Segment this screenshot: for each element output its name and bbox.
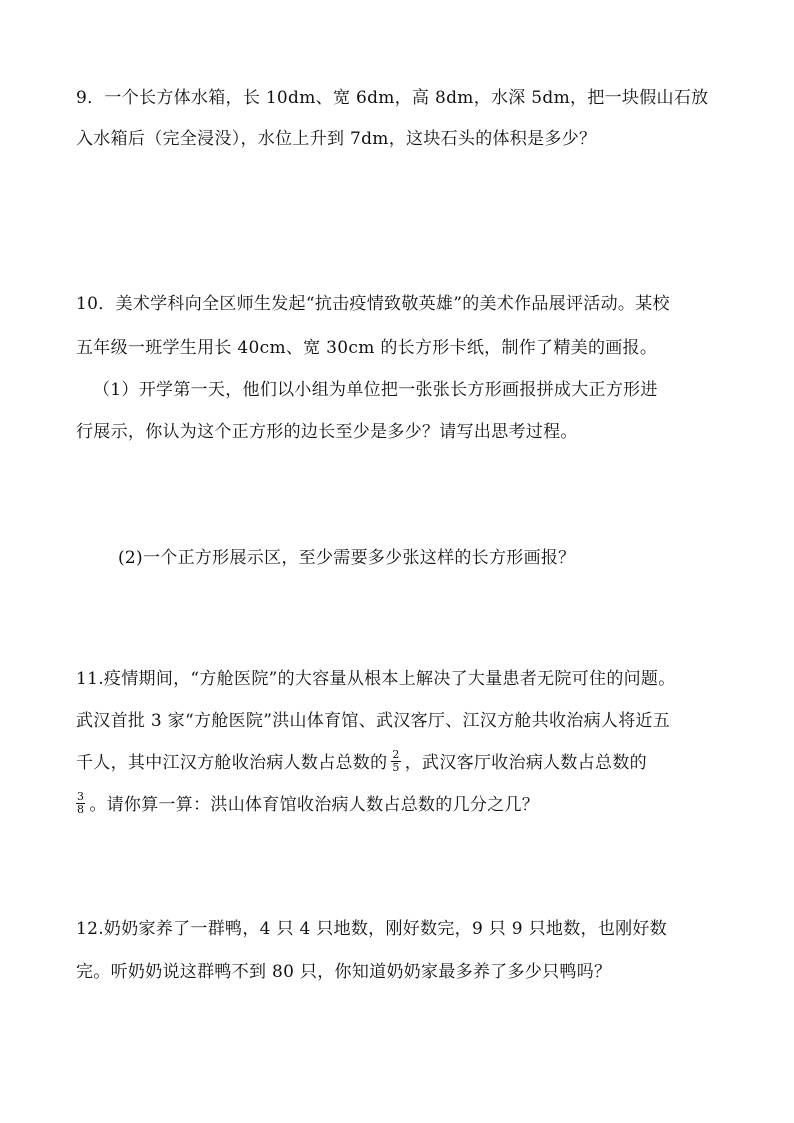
q11-line-2: 武汉首批 3 家“方舱医院”洪山体育馆、武汉客厅、江汉方舱共收治病人将近五 [76, 711, 671, 731]
fraction-numerator: 2 [392, 748, 400, 761]
q12-line-1: 12.奶奶家养了一群鸭，4 只 4 只地数，刚好数完，9 只 9 只地数，也刚好数 [76, 919, 668, 939]
q11-line-3-text-b: ，武汉客厅收治病人数占总数的 [404, 753, 647, 773]
q10-part1-line-2: 行展示，你认为这个正方形的边长至少是多少？请写出思考过程。 [76, 422, 578, 442]
q10-part1-line-1: （1）开学第一天，他们以小组为单位把一张张长方形画报拼成大正方形进 [93, 380, 658, 400]
q10-line-2: 五年级一班学生用长 40cm、宽 30cm 的长方形卡纸，制作了精美的画报。 [76, 338, 658, 358]
q11-line-3-text-a: 千人，其中江汉方舱收治病人数占总数的 [76, 753, 388, 773]
q10-part2: (2)一个正方形展示区，至少需要多少张这样的长方形画报？ [118, 548, 576, 568]
fraction-three-eighths [76, 791, 85, 816]
q11-line-4-text: 。请你算一算：洪山体育馆收治病人数占总数的几分之几？ [89, 795, 540, 815]
q12-line-2: 完。听奶奶说这群鸭不到 80 只，你知道奶奶家最多养了多少只鸭吗？ [76, 962, 612, 982]
q9-line-2: 入水箱后（完全浸没），水位上升到 7dm，这块石头的体积是多少？ [76, 129, 597, 149]
q11-line-3 [76, 748, 647, 776]
q10-line-1: 10．美术学科向全区师生发起“抗击疫情致敬英雄”的美术作品展评活动。某校 [76, 294, 670, 314]
q11-line-4 [72, 790, 540, 818]
q9-line-1: 9．一个长方体水箱，长 10dm、宽 6dm，高 8dm，水深 5dm，把一块假山石放 [76, 88, 709, 108]
q11-line-1: 11.疫情期间，“方舱医院”的大容量从根本上解决了大量患者无院可住的问题。 [76, 669, 676, 689]
fraction-denominator: 5 [392, 761, 400, 774]
fraction-numerator: 3 [77, 790, 85, 803]
fraction-denominator: 8 [77, 803, 85, 816]
fraction-two-fifths [391, 749, 400, 774]
